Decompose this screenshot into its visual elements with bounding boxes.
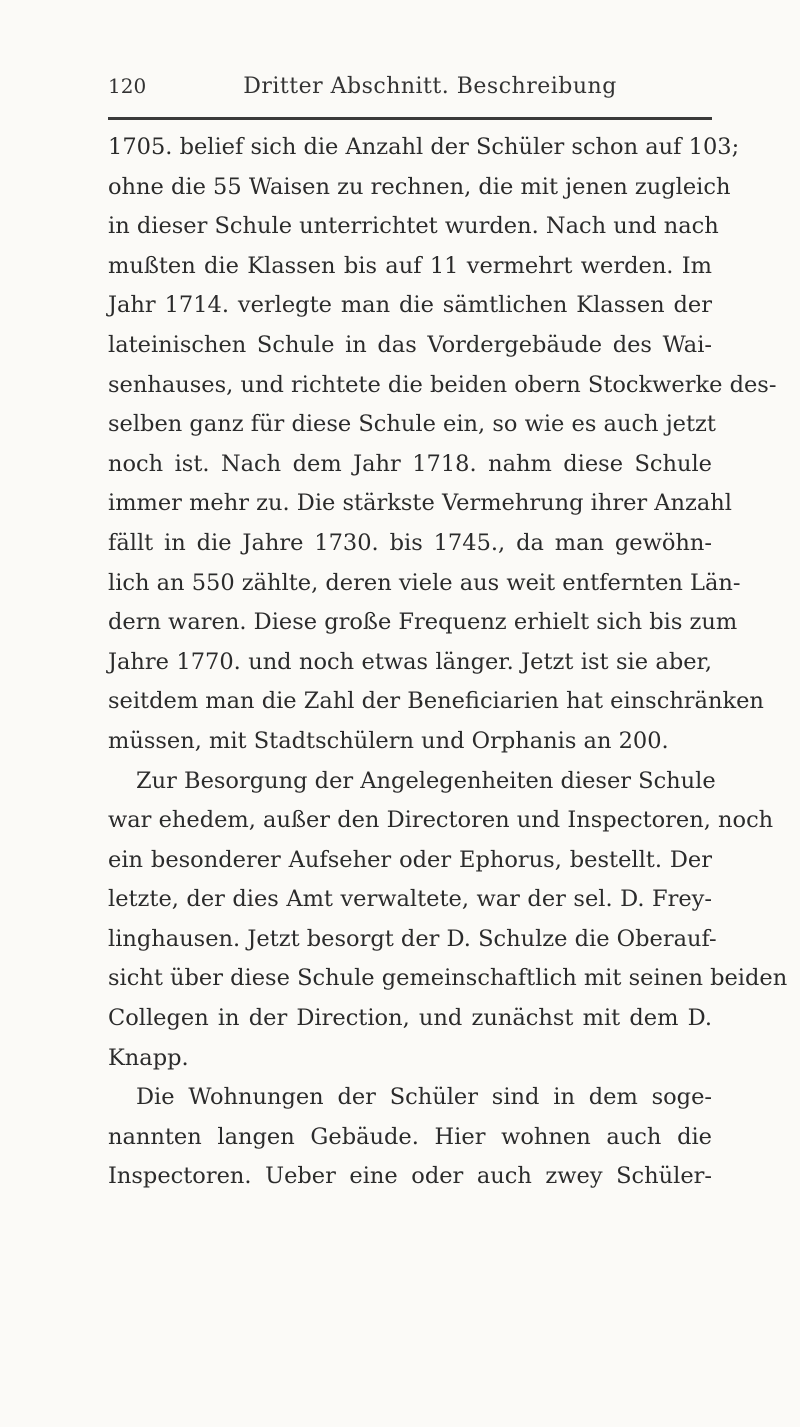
text-line: fällt in die Jahre 1730. bis 1745., da man gewöhn- [108, 529, 712, 556]
text-line: senhauses, und richtete die beiden obern Stockwerke des- [108, 371, 777, 398]
running-head: Dritter Abschnitt. Beschreibung [243, 74, 617, 99]
text-line: letzte, der dies Amt verwaltete, war der sel. D. Frey- [108, 886, 712, 913]
page-header [108, 74, 712, 108]
text-line: Inspectoren. Ueber eine oder auch zwey Schüler- [108, 1163, 712, 1190]
text-line: noch ist. Nach dem Jahr 1718. nahm diese Schule [108, 450, 712, 477]
body-text [108, 128, 788, 1197]
text-line: Knapp. [108, 1044, 189, 1071]
text-line: sicht über diese Schule gemeinschaftlich mit seinen beiden [108, 965, 788, 992]
text-line: dern waren. Diese große Frequenz erhielt sich bis zum [108, 609, 738, 636]
text-line: lateinischen Schule in das Vordergebäude des Wai- [108, 331, 712, 358]
text-line: Jahr 1714. verlegte man die sämtlichen Klassen der [108, 292, 712, 319]
header-rule [108, 117, 712, 120]
text-line: linghausen. Jetzt besorgt der D. Schulze die Oberauf- [108, 925, 717, 952]
text-line: Die Wohnungen der Schüler sind in dem soge- [136, 1084, 712, 1111]
text-line: war ehedem, außer den Directoren und Inspectoren, noch [108, 807, 774, 834]
page-number: 120 [108, 74, 147, 98]
text-line: in dieser Schule unterrichtet wurden. Nach und nach [108, 213, 719, 240]
text-line: Jahre 1770. und noch etwas länger. Jetzt ist sie aber, [108, 648, 712, 675]
text-line: 1705. belief sich die Anzahl der Schüler schon auf 103; [108, 134, 740, 160]
text-line: Collegen in der Direction, und zunächst mit dem D. [108, 1005, 712, 1032]
text-line: lich an 550 zählte, deren viele aus weit entfernten Län- [108, 569, 741, 596]
text-line: seitdem man die Zahl der Beneficiarien hat einschränken [108, 688, 764, 715]
text-line: Zur Besorgung der Angelegenheiten dieser Schule [136, 767, 716, 794]
text-line: müssen, mit Stadtschülern und Orphanis an 200. [108, 727, 669, 754]
text-line: ein besonderer Aufseher oder Ephorus, bestellt. Der [108, 846, 712, 873]
text-line: immer mehr zu. Die stärkste Vermehrung ihrer Anzahl [108, 490, 732, 517]
text-line: selben ganz für diese Schule ein, so wie es auch jetzt [108, 411, 716, 438]
text-line: nannten langen Gebäude. Hier wohnen auch die [108, 1123, 712, 1150]
text-line: mußten die Klassen bis auf 11 vermehrt werden. Im [108, 252, 712, 279]
text-line: ohne die 55 Waisen zu rechnen, die mit jenen zugleich [108, 173, 731, 200]
